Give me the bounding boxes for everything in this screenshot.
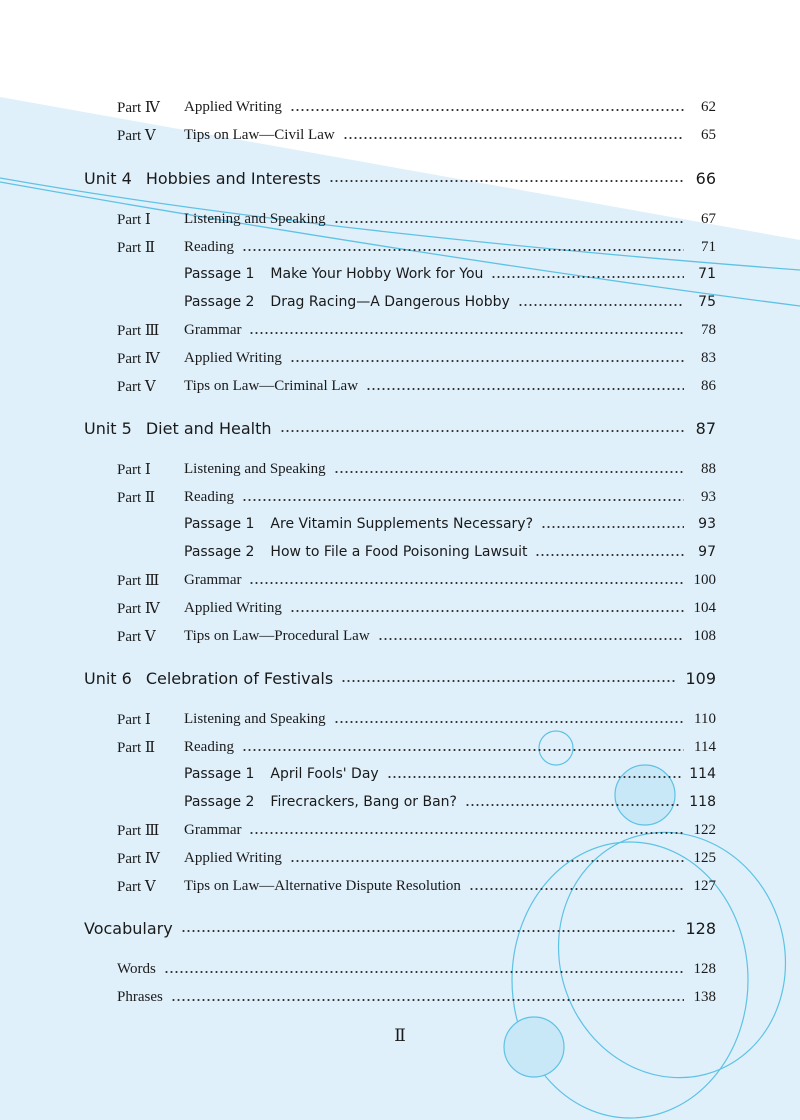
toc-entry-passage[interactable] <box>184 513 716 535</box>
toc-entry-passage[interactable] <box>184 791 716 813</box>
toc-entry-sub[interactable] <box>117 958 716 980</box>
dot-leader <box>249 581 684 585</box>
dot-leader <box>334 720 684 724</box>
passage-title: How to File a Food Poisoning Lawsuit <box>270 544 528 560</box>
dot-leader <box>491 275 684 279</box>
toc-entry-part[interactable] <box>117 708 716 730</box>
toc-entry-passage[interactable] <box>184 291 716 313</box>
part-title: Reading <box>184 738 234 755</box>
page-number: 86 <box>701 377 716 394</box>
dot-leader <box>378 637 684 641</box>
part-title: Tips on Law—Alternative Dispute Resolution <box>184 877 461 894</box>
toc-entry-part[interactable] <box>117 875 716 897</box>
page-number: 66 <box>695 168 716 188</box>
toc-entry-unit[interactable] <box>84 917 716 939</box>
unit-title: Vocabulary <box>84 918 173 938</box>
toc-entry-part[interactable] <box>117 375 716 397</box>
page-number: 75 <box>698 294 716 310</box>
passage-title: Drag Racing—A Dangerous Hobby <box>270 294 510 310</box>
passage-label: Passage 1 <box>184 266 255 282</box>
part-label: Part Ⅴ <box>117 878 156 895</box>
part-label: Part Ⅳ <box>117 600 160 617</box>
page-number: 110 <box>694 710 716 727</box>
toc-entry-part[interactable] <box>117 124 716 146</box>
part-title: Tips on Law—Procedural Law <box>184 627 370 644</box>
passage-label: Passage 2 <box>184 794 255 810</box>
toc-entry-sub[interactable] <box>117 986 716 1008</box>
unit-title: Hobbies and Interests <box>145 168 321 188</box>
page-number: 114 <box>689 766 716 782</box>
dot-leader <box>343 136 684 140</box>
page-number: 138 <box>693 988 716 1005</box>
page-number: 128 <box>693 960 716 977</box>
page-number: 125 <box>693 849 716 866</box>
part-label: Part Ⅲ <box>117 572 160 589</box>
page-number: 122 <box>693 821 716 838</box>
page-number: 71 <box>698 266 716 282</box>
part-title: Grammar <box>184 571 242 588</box>
page-number: 93 <box>698 516 716 532</box>
passage-label: Passage 1 <box>184 516 255 532</box>
part-title: Tips on Law—Civil Law <box>184 126 335 143</box>
dot-leader <box>290 359 684 363</box>
passage-title: Are Vitamin Supplements Necessary? <box>270 516 534 532</box>
toc-entry-part[interactable] <box>117 819 716 841</box>
passage-title: April Fools' Day <box>270 766 379 782</box>
dot-leader <box>465 803 681 807</box>
dot-leader <box>334 470 684 474</box>
dot-leader <box>181 929 678 933</box>
part-label: Part Ⅲ <box>117 322 160 339</box>
toc-entry-part[interactable] <box>117 458 716 480</box>
page-number: 114 <box>694 738 716 755</box>
passage-title: Firecrackers, Bang or Ban? <box>270 794 457 810</box>
sub-title: Phrases <box>117 988 163 1005</box>
dot-leader <box>290 609 684 613</box>
unit-label: Unit 4 <box>84 168 132 188</box>
dot-leader <box>290 859 684 863</box>
page-number-folio: Ⅱ <box>394 1026 406 1046</box>
dot-leader <box>518 303 684 307</box>
part-label: Part Ⅴ <box>117 378 156 395</box>
part-label: Part Ⅲ <box>117 822 160 839</box>
part-label: Part Ⅰ <box>117 211 151 228</box>
dot-leader <box>541 525 684 529</box>
toc-entry-passage[interactable] <box>184 763 716 785</box>
part-title: Applied Writing <box>184 98 282 115</box>
toc-entry-part[interactable] <box>117 736 716 758</box>
toc-entry-part[interactable] <box>117 847 716 869</box>
part-title: Listening and Speaking <box>184 210 326 227</box>
page-number: 88 <box>701 460 716 477</box>
page-number: 62 <box>701 98 716 115</box>
dot-leader <box>249 831 684 835</box>
part-label: Part Ⅳ <box>117 350 160 367</box>
part-title: Reading <box>184 488 234 505</box>
dot-leader <box>280 429 684 433</box>
page-number: 108 <box>693 627 716 644</box>
part-title: Applied Writing <box>184 349 282 366</box>
part-label: Part Ⅰ <box>117 711 151 728</box>
part-title: Tips on Law—Criminal Law <box>184 377 359 394</box>
dot-leader <box>366 387 684 391</box>
sub-title: Words <box>117 960 156 977</box>
page-number: 71 <box>701 238 716 255</box>
page-number: 83 <box>701 349 716 366</box>
dot-leader <box>164 970 684 974</box>
part-title: Listening and Speaking <box>184 460 326 477</box>
toc-entry-passage[interactable] <box>184 263 716 285</box>
toc-entry-part[interactable] <box>117 96 716 118</box>
part-title: Grammar <box>184 321 242 338</box>
dot-leader <box>242 748 684 752</box>
page-number: 97 <box>698 544 716 560</box>
part-label: Part Ⅱ <box>117 239 156 256</box>
dot-leader <box>242 498 684 502</box>
part-label: Part Ⅳ <box>117 99 160 116</box>
toc-entry-unit[interactable] <box>84 417 716 439</box>
unit-label: Unit 6 <box>84 668 132 688</box>
part-label: Part Ⅳ <box>117 850 160 867</box>
part-title: Applied Writing <box>184 599 282 616</box>
page-number: 93 <box>701 488 716 505</box>
toc-entry-part[interactable] <box>117 486 716 508</box>
dot-leader <box>329 179 684 183</box>
passage-title: Make Your Hobby Work for You <box>270 266 484 282</box>
part-title: Listening and Speaking <box>184 710 326 727</box>
toc-entry-part[interactable] <box>117 597 716 619</box>
unit-title: Diet and Health <box>145 418 272 438</box>
unit-title: Celebration of Festivals <box>145 668 334 688</box>
toc-entry-part[interactable] <box>117 347 716 369</box>
page-number: 104 <box>693 599 716 616</box>
part-label: Part Ⅴ <box>117 127 156 144</box>
part-label: Part Ⅴ <box>117 628 156 645</box>
toc-entry-part[interactable] <box>117 569 716 591</box>
page-number: 127 <box>693 877 716 894</box>
unit-label: Unit 5 <box>84 418 132 438</box>
dot-leader <box>334 220 684 224</box>
toc-entry-passage[interactable] <box>184 541 716 563</box>
part-label: Part Ⅰ <box>117 461 151 478</box>
toc-entry-part[interactable] <box>117 208 716 230</box>
toc-entry-part[interactable] <box>117 625 716 647</box>
toc-entry-unit[interactable] <box>84 167 716 189</box>
page-number: 109 <box>685 668 716 688</box>
dot-leader <box>387 775 682 779</box>
dot-leader <box>249 331 684 335</box>
page-number: 100 <box>693 571 716 588</box>
page-number: 118 <box>689 794 716 810</box>
passage-label: Passage 2 <box>184 544 255 560</box>
page-number: 78 <box>701 321 716 338</box>
toc-entry-part[interactable] <box>117 319 716 341</box>
dot-leader <box>469 887 684 891</box>
part-title: Reading <box>184 238 234 255</box>
part-label: Part Ⅱ <box>117 739 156 756</box>
dot-leader <box>242 248 684 252</box>
page-number: 65 <box>701 126 716 143</box>
part-title: Applied Writing <box>184 849 282 866</box>
dot-leader <box>535 553 684 557</box>
page-number: 128 <box>685 918 716 938</box>
dot-leader <box>290 108 684 112</box>
passage-label: Passage 2 <box>184 294 255 310</box>
dot-leader <box>341 679 677 683</box>
page-number: 87 <box>695 418 716 438</box>
toc-entry-unit[interactable] <box>84 667 716 689</box>
page-number: 67 <box>701 210 716 227</box>
part-title: Grammar <box>184 821 242 838</box>
dot-leader <box>171 998 684 1002</box>
part-label: Part Ⅱ <box>117 489 156 506</box>
passage-label: Passage 1 <box>184 766 255 782</box>
toc-entry-part[interactable] <box>117 236 716 258</box>
